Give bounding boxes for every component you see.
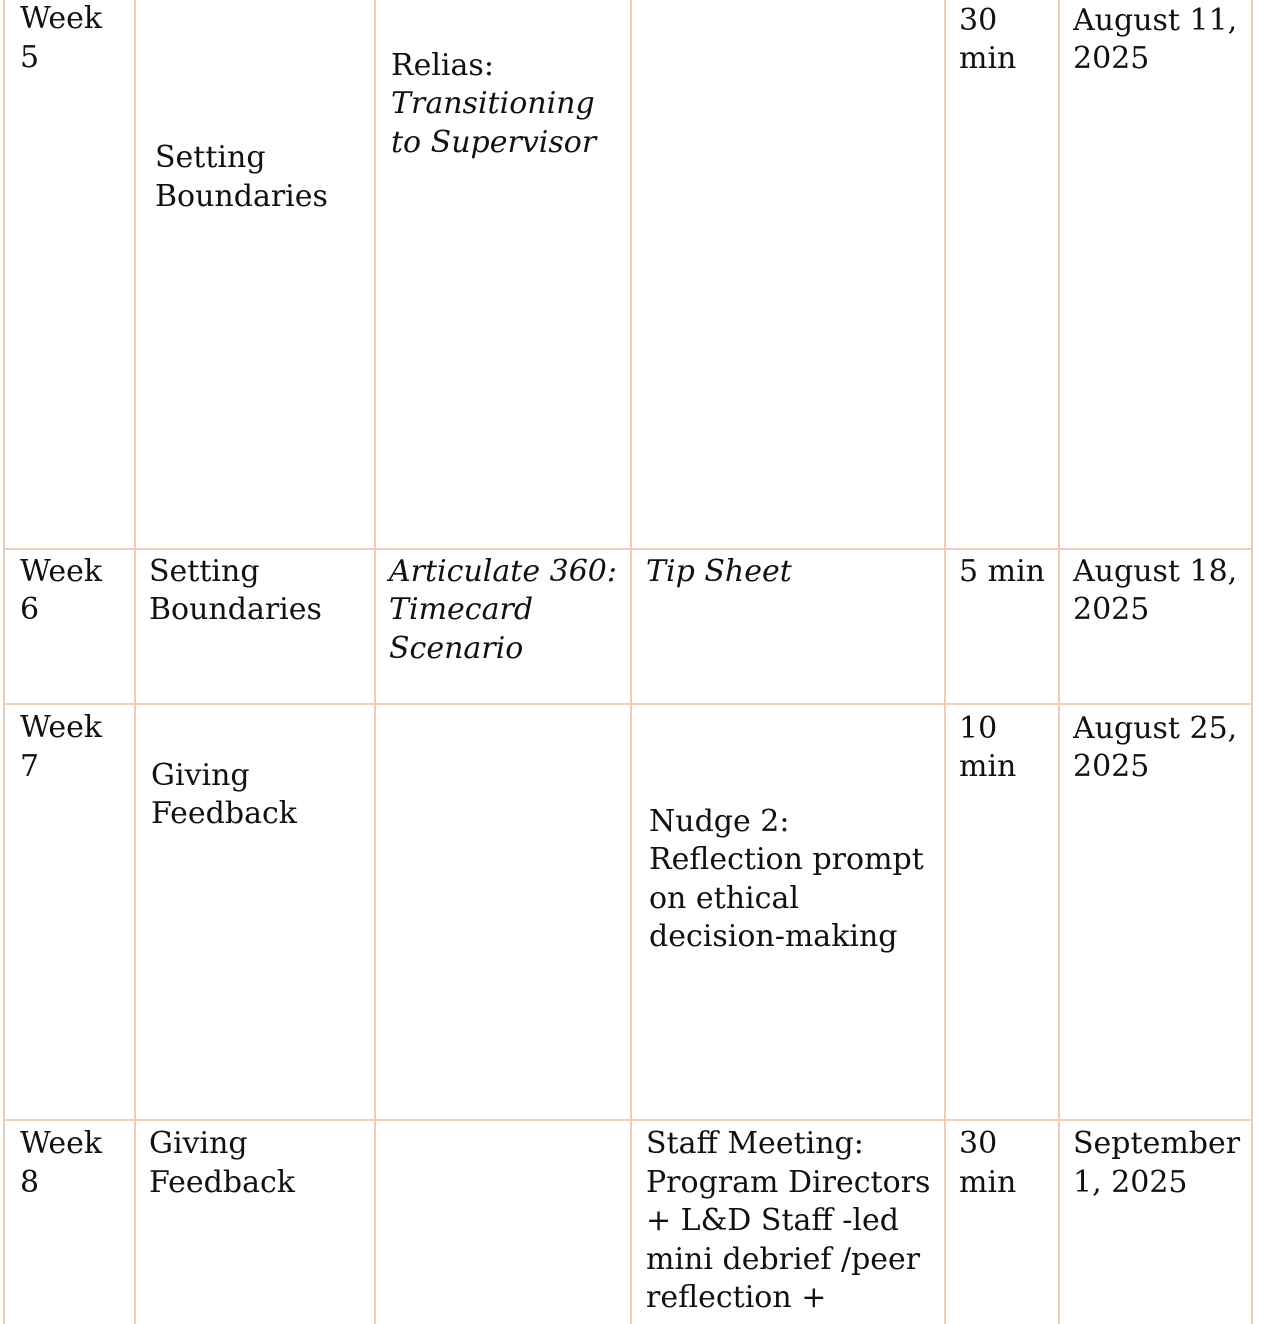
week-label: Week [20, 1, 103, 36]
date-cell [1059, 1120, 1252, 1324]
week-label: Week [20, 554, 103, 589]
resource-prefix: Relias: [391, 48, 494, 83]
duration-text: min [959, 749, 1017, 784]
duration-text: min [959, 1165, 1017, 1200]
resource-cell [375, 0, 631, 549]
duration-text: 30 [959, 1126, 998, 1161]
duration-cell [945, 549, 1059, 704]
week-cell [4, 704, 135, 1120]
week-number: 7 [20, 749, 40, 784]
resource-cell [375, 704, 631, 1120]
activity-cell [631, 0, 945, 549]
duration-cell [945, 704, 1059, 1120]
topic-text: Setting [155, 140, 266, 175]
date-text: August 11, [1073, 3, 1238, 38]
activity-text: + L&D Staff -led [646, 1203, 899, 1238]
activity-text: mini debrief /peer [646, 1242, 921, 1277]
date-text: August 25, [1073, 711, 1238, 746]
topic-text: Boundaries [149, 592, 322, 627]
activity-text: on ethical [649, 881, 799, 916]
duration-cell [945, 1120, 1059, 1324]
resource-title: Transitioning [391, 86, 595, 121]
activity-text: Tip Sheet [646, 554, 792, 589]
resource-cell [375, 1120, 631, 1324]
date-cell [1059, 0, 1252, 549]
table-row [4, 1120, 1252, 1324]
week-cell [4, 0, 135, 549]
date-cell [1059, 704, 1252, 1120]
resource-title: to Supervisor [391, 125, 597, 160]
activity-text: decision-making [649, 919, 898, 954]
table-row [4, 0, 1252, 549]
resource-title: Timecard [389, 592, 534, 627]
activity-text: Program Directors [646, 1165, 931, 1200]
activity-text: Reflection prompt [649, 842, 924, 877]
topic-text: Feedback [149, 1165, 295, 1200]
table-row [4, 704, 1252, 1120]
activity-cell [631, 704, 945, 1120]
topic-cell [135, 1120, 375, 1324]
date-text: 2025 [1073, 749, 1150, 784]
date-text: 2025 [1073, 592, 1150, 627]
resource-cell [375, 549, 631, 704]
duration-text: 10 [959, 711, 998, 746]
training-schedule-table [3, 0, 1253, 1324]
activity-text: reflection + [646, 1280, 827, 1315]
week-cell [4, 1120, 135, 1324]
topic-cell [135, 0, 375, 549]
duration-text: 5 min [959, 554, 1045, 589]
activity-cell [631, 549, 945, 704]
week-number: 6 [20, 592, 40, 627]
duration-cell [945, 0, 1059, 549]
week-label: Week [20, 1126, 103, 1161]
topic-text: Feedback [151, 796, 297, 831]
resource-title: Scenario [389, 631, 524, 666]
week-number: 8 [20, 1165, 40, 1200]
activity-text: Nudge 2: [649, 804, 790, 839]
date-text: August 18, [1073, 554, 1238, 589]
topic-cell [135, 549, 375, 704]
topic-text: Giving [149, 1126, 248, 1161]
topic-text: Giving [151, 758, 250, 793]
topic-cell [135, 704, 375, 1120]
topic-text: Boundaries [155, 179, 328, 214]
date-text: 2025 [1073, 41, 1150, 76]
duration-text: min [959, 41, 1017, 76]
activity-cell [631, 1120, 945, 1324]
date-text: September [1073, 1126, 1241, 1161]
topic-text: Setting [149, 554, 260, 589]
resource-title: Articulate 360: [389, 554, 617, 589]
duration-text: 30 [959, 3, 998, 38]
activity-text: Staff Meeting: [646, 1126, 864, 1161]
table-row [4, 549, 1252, 704]
week-label: Week [20, 710, 103, 745]
week-number: 5 [20, 40, 40, 75]
date-cell [1059, 549, 1252, 704]
date-text: 1, 2025 [1073, 1165, 1188, 1200]
week-cell [4, 549, 135, 704]
